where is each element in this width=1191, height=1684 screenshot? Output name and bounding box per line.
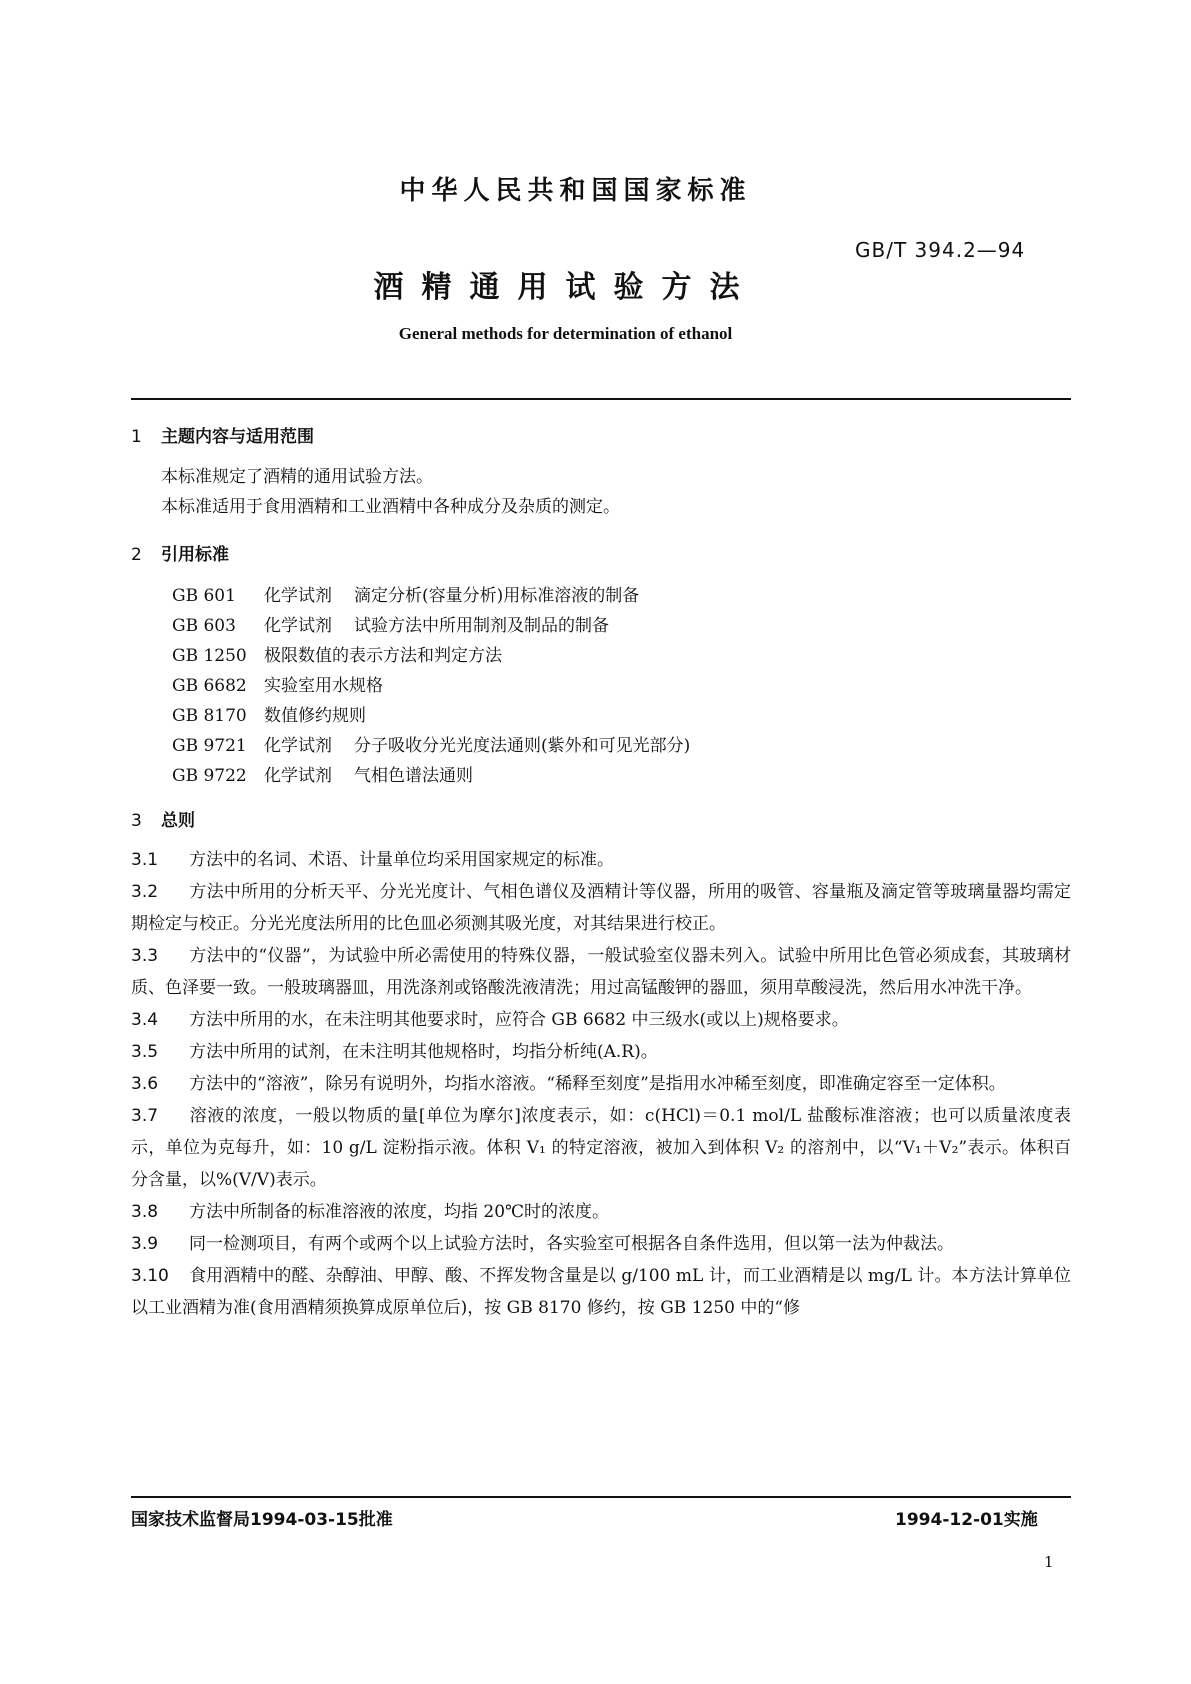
- clause-text: 方法中所用的分析天平、分光光度计、气相色谱仪及酒精计等仪器，所用的吸管、容量瓶及滴定管等玻璃量器均需定期检定与校正。分光光度法所用的比色皿必须测其吸光度，对其结果进行校正。: [131, 882, 1071, 934]
- clause-number: 3.8: [131, 1202, 159, 1222]
- reference-code: GB 6682: [172, 676, 247, 696]
- clause-text: 方法中的“仪器”，为试验中所必需使用的特殊仪器，一般试验室仪器未列入。试验中所用比色管必须成套，其玻璃材质、色泽要一致。一般玻璃器皿，用洗涤剂或铬酸洗液清洗；用过高锰酸钾的器皿，须用草酸浸洗，然后用水冲洗干净。: [131, 946, 1071, 998]
- reference-item: [172, 671, 383, 696]
- approval-date: 国家技术监督局1994-03-15批准: [131, 1510, 393, 1530]
- reference-category: 化学试剂: [264, 736, 332, 756]
- reference-item: [172, 701, 366, 726]
- clause-number: 3.4: [131, 1010, 159, 1030]
- clause-text: 方法中的名词、术语、计量单位均采用国家规定的标准。: [189, 850, 614, 870]
- clause-3-7: [131, 1100, 1071, 1196]
- national-standard-heading: 中华人民共和国国家标准: [399, 176, 752, 206]
- reference-item: [172, 761, 473, 786]
- section-3-body: [131, 844, 1071, 1324]
- section-2-title: 引用标准: [161, 545, 229, 565]
- clause-number: 3.2: [131, 882, 159, 902]
- clause-number: 3.7: [131, 1106, 159, 1126]
- clause-text: 溶液的浓度，一般以物质的量[单位为摩尔]浓度表示，如：c(HCl)＝0.1 mol/L 盐酸标准溶液；也可以质量浓度表示，单位为克每升，如：10 g/L 淀粉指示液。体积 V₁ 的特定溶液，被加入到体积 V₂ 的溶剂中，以“V₁＋V₂”表示。体积百分含量，以%(V/V)表示。: [131, 1106, 1071, 1190]
- bottom-divider: [131, 1496, 1071, 1498]
- clause-number: 3.6: [131, 1074, 159, 1094]
- top-divider: [131, 398, 1071, 400]
- clause-number: 3.10: [131, 1266, 169, 1286]
- standard-number: GB/T 394.2—94: [855, 238, 1026, 262]
- reference-title: 分子吸收分光光度法通则(紫外和可见光部分): [354, 736, 691, 756]
- reference-title: 试验方法中所用制剂及制品的制备: [354, 616, 609, 636]
- section-2-heading: [131, 540, 229, 565]
- clause-number: 3.1: [131, 850, 159, 870]
- implementation-date: 1994-12-01实施: [895, 1510, 1038, 1530]
- clause-3-6: [131, 1068, 1071, 1100]
- document-title-cn: 酒精通用试验方法: [373, 270, 758, 305]
- section-3-number: 3: [131, 811, 142, 831]
- clause-3-2: [131, 876, 1071, 940]
- clause-3-4: [131, 1004, 1071, 1036]
- clause-3-10: [131, 1260, 1071, 1324]
- section-3-heading: [131, 806, 195, 831]
- clause-text: 同一检测项目，有两个或两个以上试验方法时，各实验室可根据各自条件选用，但以第一法为仲裁法。: [189, 1234, 954, 1254]
- section-1-paragraph: 本标准规定了酒精的通用试验方法。: [161, 467, 433, 487]
- clause-3-1: [131, 844, 1071, 876]
- clause-3-8: [131, 1196, 1071, 1228]
- clause-number: 3.5: [131, 1042, 159, 1062]
- reference-code: GB 603: [172, 616, 236, 636]
- reference-code: GB 9721: [172, 736, 247, 756]
- reference-code: GB 601: [172, 586, 236, 606]
- reference-category: 化学试剂: [264, 586, 332, 606]
- reference-item: [172, 731, 690, 756]
- section-1-title: 主题内容与适用范围: [161, 427, 314, 447]
- clause-3-5: [131, 1036, 1071, 1068]
- section-1-paragraph: 本标准适用于食用酒精和工业酒精中各种成分及杂质的测定。: [161, 497, 620, 517]
- clause-number: 3.9: [131, 1234, 159, 1254]
- reference-title: 滴定分析(容量分析)用标准溶液的制备: [354, 586, 640, 606]
- reference-code: GB 9722: [172, 766, 247, 786]
- clause-number: 3.3: [131, 946, 159, 966]
- reference-code: GB 8170: [172, 706, 247, 726]
- reference-category: 化学试剂: [264, 616, 332, 636]
- reference-title: 极限数值的表示方法和判定方法: [264, 646, 502, 666]
- clause-text: 方法中的“溶液”，除另有说明外，均指水溶液。“稀释至刻度”是指用水冲稀至刻度，即准确定容至一定体积。: [189, 1074, 1006, 1094]
- reference-item: [172, 581, 639, 606]
- reference-category: 化学试剂: [264, 766, 332, 786]
- clause-text: 方法中所用的试剂，在未注明其他规格时，均指分析纯(A.R)。: [189, 1042, 658, 1062]
- page-number: 1: [1044, 1553, 1054, 1571]
- section-1-number: 1: [131, 427, 142, 447]
- section-2-number: 2: [131, 545, 142, 565]
- reference-title: 实验室用水规格: [264, 676, 383, 696]
- reference-title: 数值修约规则: [264, 706, 366, 726]
- section-3-title: 总则: [161, 811, 195, 831]
- reference-item: [172, 641, 502, 666]
- clause-3-9: [131, 1228, 1071, 1260]
- clause-3-3: [131, 940, 1071, 1004]
- reference-title: 气相色谱法通则: [354, 766, 473, 786]
- clause-text: 方法中所制备的标准溶液的浓度，均指 20℃时的浓度。: [189, 1202, 610, 1222]
- clause-text: 食用酒精中的醛、杂醇油、甲醇、酸、不挥发物含量是以 g/100 mL 计，而工业酒精是以 mg/L 计。本方法计算单位以工业酒精为准(食用酒精须换算成原单位后)，按 GB 8170 修约，按 GB 1250 中的“修: [131, 1266, 1071, 1318]
- reference-code: GB 1250: [172, 646, 247, 666]
- reference-item: [172, 611, 609, 636]
- document-title-en: General methods for determination of ethanol: [398, 324, 733, 343]
- clause-text: 方法中所用的水，在未注明其他要求时，应符合 GB 6682 中三级水(或以上)规格要求。: [189, 1010, 849, 1030]
- section-1-heading: [131, 422, 314, 447]
